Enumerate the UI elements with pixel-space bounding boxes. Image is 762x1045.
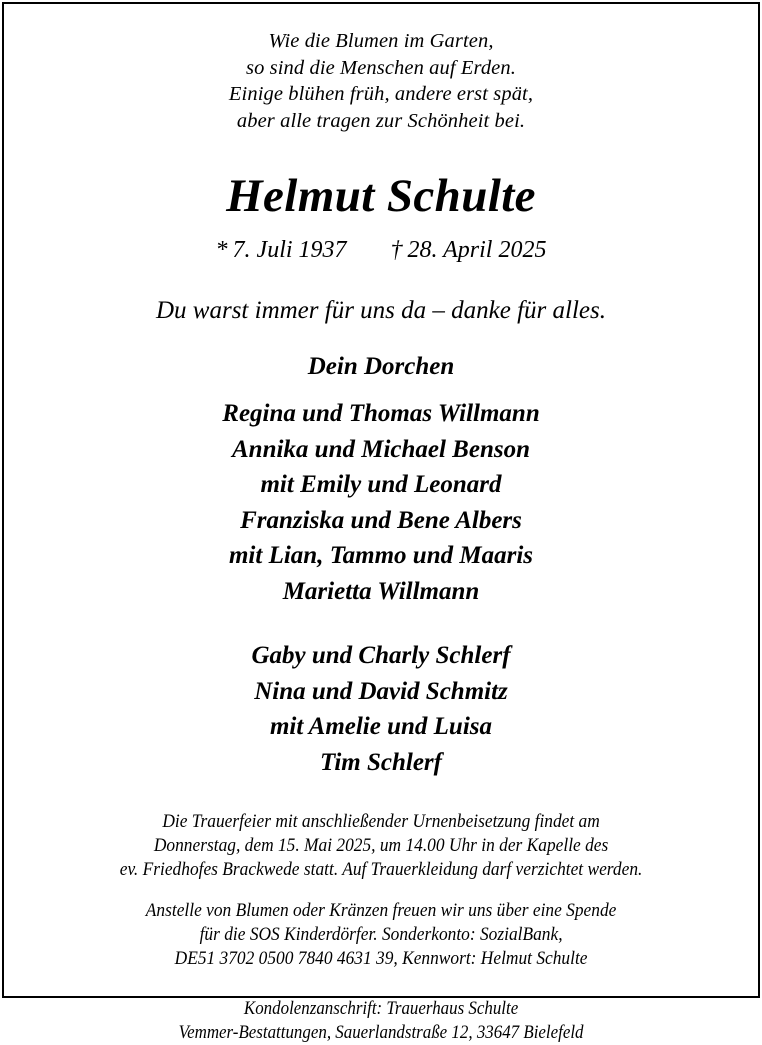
service-details — [34, 810, 728, 882]
birth-date-group — [216, 236, 347, 264]
poem-line: aber alle tragen zur Schönheit bei. — [236, 109, 526, 132]
service-line: Donnerstag, dem 15. Mai 2025, um 14.00 Uhr in der Kapelle des — [153, 835, 609, 856]
family-member-line: Franziska und Bene Albers — [240, 506, 522, 534]
deceased-name: Helmut Schulte — [226, 170, 536, 222]
family-member-line: mit Emily und Leonard — [260, 471, 502, 498]
family-member-line: Regina und Thomas Willmann — [222, 400, 540, 427]
death-cross-icon: † — [390, 237, 403, 263]
dedication-text: Du warst immer für uns da – danke für alles. — [156, 297, 606, 324]
birth-star-icon: * — [215, 237, 228, 263]
donation-iban-line: DE51 3702 0500 7840 4631 39, Kennwort: Helmut Schulte — [174, 948, 588, 969]
family-member-line: Annika und Michael Benson — [231, 435, 530, 463]
family-member-line: Nina und David Schmitz — [254, 677, 508, 705]
death-date: 28. April 2025 — [407, 237, 547, 263]
donation-line: für die SOS Kinderdörfer. Sonderkonto: SozialBank, — [199, 924, 563, 945]
primary-signer: Dein Dorchen — [307, 353, 455, 380]
service-line: Die Trauerfeier mit anschließender Urnenbeisetzung findet am — [162, 811, 600, 832]
family-member-line: Gaby und Charly Schlerf — [251, 642, 511, 669]
family-group-2 — [251, 638, 510, 780]
poem-line: so sind die Menschen auf Erden. — [246, 56, 516, 79]
poem — [229, 28, 533, 134]
life-dates — [216, 236, 547, 264]
birth-date: 7. Juli 1937 — [232, 237, 347, 263]
notice-content — [4, 4, 758, 1043]
family-member-line: mit Amelie und Luisa — [269, 713, 493, 740]
donation-details — [34, 899, 728, 971]
donation-line: Anstelle von Blumen oder Kränzen freuen wir uns über eine Spende — [145, 900, 617, 921]
service-line: ev. Friedhofes Brackwede statt. Auf Trauerkleidung darf verzichtet werden. — [119, 859, 643, 880]
death-date-group — [391, 236, 547, 264]
condolence-address — [34, 997, 728, 1045]
condolence-line: Kondolenzanschrift: Trauerhaus Schulte — [243, 999, 519, 1019]
family-member-line: Marietta Willmann — [282, 577, 480, 605]
condolence-line: Vemmer-Bestattungen, Sauerlandstraße 12, 33647 Bielefeld — [178, 1023, 584, 1043]
poem-line: Wie die Blumen im Garten, — [268, 30, 494, 52]
family-member-line: mit Lian, Tammo und Maaris — [228, 542, 534, 569]
poem-line: Einige blühen früh, andere erst spät, — [228, 83, 534, 105]
family-member-line: Tim Schlerf — [320, 748, 442, 776]
family-group-1 — [222, 396, 539, 609]
